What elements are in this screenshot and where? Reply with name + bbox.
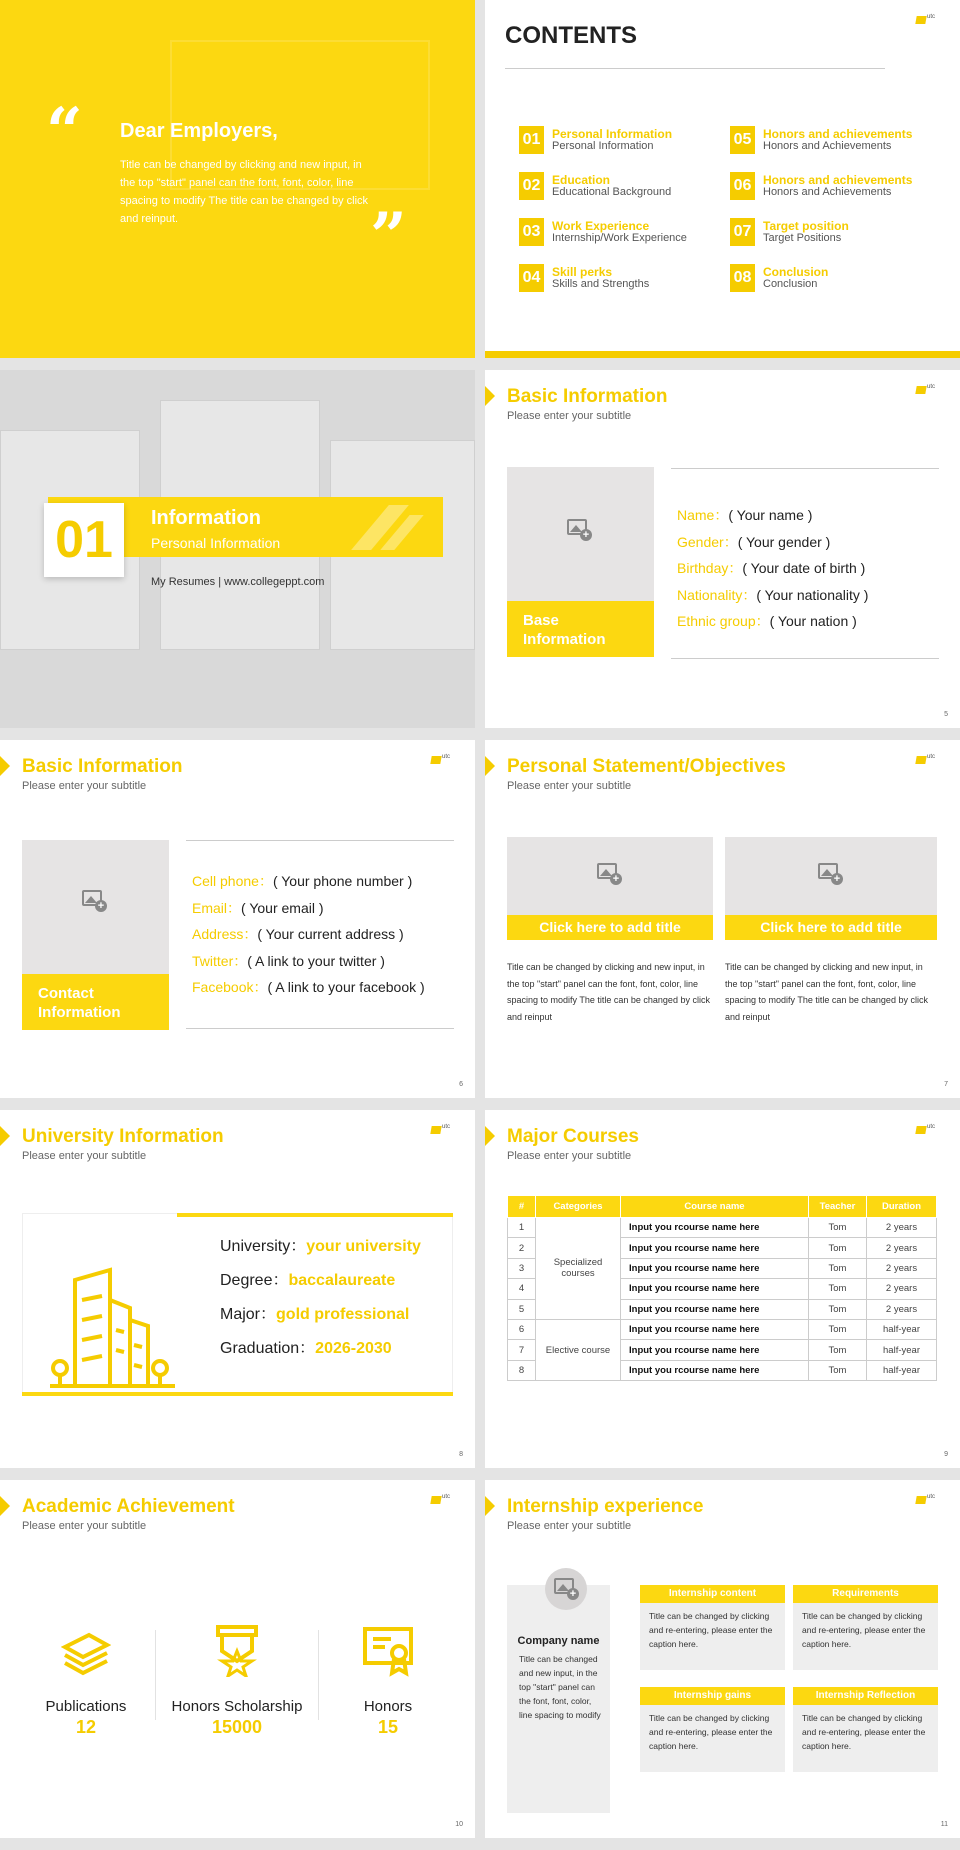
achievement-label: Publications bbox=[45, 1698, 127, 1715]
slide-internship-experience[interactable] bbox=[485, 1480, 960, 1838]
contents-item-subtitle: Educational Background bbox=[552, 186, 672, 198]
course-name-cell: Input you rcourse name here bbox=[621, 1360, 809, 1380]
slide-title: Basic Information bbox=[22, 756, 183, 777]
logo: utc bbox=[916, 384, 946, 398]
field-label: Major： bbox=[220, 1306, 277, 1323]
divider bbox=[671, 658, 939, 659]
logo: utc bbox=[916, 14, 946, 28]
column-header: Duration bbox=[867, 1196, 937, 1218]
field-label: Degree： bbox=[220, 1272, 289, 1289]
company-text: Title can be changed and new input, in the top "start" panel can the font, font, color, line spacing to modify bbox=[519, 1654, 601, 1720]
slide-dear-employers[interactable] bbox=[0, 0, 475, 358]
title-arrow-icon bbox=[485, 1126, 495, 1146]
field-value: ( Your nation ) bbox=[769, 613, 857, 629]
contents-number: 02 bbox=[519, 172, 544, 200]
company-image-placeholder[interactable] bbox=[545, 1568, 587, 1610]
row-number: 4 bbox=[508, 1279, 536, 1299]
row-number: 3 bbox=[508, 1258, 536, 1278]
image-add-icon: + bbox=[554, 1578, 580, 1600]
slide-subtitle: Please enter your subtitle bbox=[507, 1520, 632, 1532]
add-title-button[interactable]: Click here to add title bbox=[507, 915, 713, 940]
internship-gains-box: Internship gains Title can be changed by clicking and re-entering, please enter the caption here. bbox=[640, 1687, 785, 1772]
achievement-publications bbox=[16, 1625, 156, 1738]
contents-item-title: Honors and achievements bbox=[763, 127, 913, 141]
title-arrow-icon bbox=[485, 386, 495, 406]
slide-title: Personal Statement/Objectives bbox=[507, 756, 786, 777]
teacher-cell: Tom bbox=[809, 1279, 867, 1299]
contents-item-subtitle: Honors and Achievements bbox=[763, 140, 892, 152]
slide-contact-information[interactable] bbox=[0, 740, 475, 1098]
page-number: 11 bbox=[940, 1821, 948, 1828]
field-label: Gender： bbox=[677, 533, 738, 550]
achievement-honors bbox=[318, 1625, 458, 1738]
field-value: ( Your current address ) bbox=[257, 926, 404, 942]
contents-item-title: Skill perks bbox=[552, 265, 613, 279]
field-label: Name： bbox=[677, 507, 729, 523]
course-name-cell: Input you rcourse name here bbox=[621, 1279, 809, 1299]
page-number: 7 bbox=[944, 1081, 948, 1088]
section-title: Information bbox=[151, 507, 261, 529]
contents-item[interactable] bbox=[519, 264, 719, 292]
duration-cell: 2 years bbox=[867, 1218, 937, 1238]
duration-cell: 2 years bbox=[867, 1279, 937, 1299]
slide-contents[interactable] bbox=[485, 0, 960, 358]
course-name-cell: Input you rcourse name here bbox=[621, 1258, 809, 1278]
contents-item-title: Education bbox=[552, 173, 611, 187]
contents-item-subtitle: Target Positions bbox=[763, 232, 842, 244]
close-quote-icon: ” bbox=[370, 199, 407, 274]
field-label: Twitter： bbox=[192, 952, 248, 969]
contents-number: 05 bbox=[730, 126, 755, 154]
field-value: ( Your name ) bbox=[728, 507, 813, 523]
field-value: your university bbox=[306, 1238, 421, 1255]
slide-title: Academic Achievement bbox=[22, 1496, 235, 1517]
field-label: Birthday： bbox=[677, 560, 743, 576]
building-icon bbox=[50, 1260, 180, 1390]
contents-number: 04 bbox=[519, 264, 544, 292]
row-number: 7 bbox=[508, 1340, 536, 1360]
info-field bbox=[192, 924, 404, 944]
row-number: 1 bbox=[508, 1218, 536, 1238]
contents-number: 01 bbox=[519, 126, 544, 154]
teacher-cell: Tom bbox=[809, 1258, 867, 1278]
field-label: Nationality： bbox=[677, 586, 757, 603]
contents-title: CONTENTS bbox=[505, 22, 637, 49]
contents-number: 06 bbox=[730, 172, 755, 200]
course-name-cell: Input you rcourse name here bbox=[621, 1218, 809, 1238]
slide-title: Dear Employers, bbox=[120, 120, 278, 142]
image-placeholder[interactable] bbox=[507, 837, 713, 915]
contents-item[interactable] bbox=[519, 218, 719, 246]
add-title-button[interactable]: Click here to add title bbox=[725, 915, 937, 940]
category-cell: Specialized courses bbox=[536, 1218, 621, 1320]
achievement-label: Honors Scholarship bbox=[171, 1698, 303, 1715]
page-number: 10 bbox=[455, 1821, 463, 1828]
contents-item-subtitle: Internship/Work Experience bbox=[552, 232, 687, 244]
image-placeholder[interactable] bbox=[22, 840, 169, 1030]
contents-item[interactable] bbox=[519, 172, 719, 200]
company-name: Company name bbox=[517, 1635, 600, 1647]
teacher-cell: Tom bbox=[809, 1218, 867, 1238]
field-value: ( A link to your facebook ) bbox=[267, 979, 425, 995]
column-header: Categories bbox=[536, 1196, 621, 1218]
contents-item-subtitle: Honors and Achievements bbox=[763, 186, 892, 198]
page-number: 8 bbox=[459, 1451, 463, 1458]
contents-number: 03 bbox=[519, 218, 544, 246]
info-field bbox=[677, 585, 868, 605]
medal-icon bbox=[212, 1625, 262, 1677]
slide-personal-statement[interactable] bbox=[485, 740, 960, 1098]
duration-cell: 2 years bbox=[867, 1238, 937, 1258]
course-name-cell: Input you rcourse name here bbox=[621, 1319, 809, 1339]
course-name-cell: Input you rcourse name here bbox=[621, 1238, 809, 1258]
image-add-icon: + bbox=[818, 863, 844, 885]
category-cell: Elective course bbox=[536, 1319, 621, 1380]
field-value: 2026-2030 bbox=[315, 1340, 392, 1357]
field-value: ( Your phone number ) bbox=[272, 873, 413, 889]
books-icon bbox=[61, 1625, 111, 1677]
section-subtitle: Personal Information bbox=[151, 535, 281, 551]
slide-subtitle: Please enter your subtitle bbox=[507, 1150, 632, 1162]
duration-cell: half-year bbox=[867, 1360, 937, 1380]
contents-item-title: Personal Information bbox=[552, 127, 673, 141]
image-add-icon: + bbox=[597, 863, 623, 885]
university-field bbox=[220, 1335, 392, 1358]
divider bbox=[505, 68, 885, 69]
contents-number: 07 bbox=[730, 218, 755, 246]
divider bbox=[186, 1028, 454, 1029]
divider bbox=[155, 1630, 156, 1720]
slide-subtitle: Please enter your subtitle bbox=[507, 410, 632, 422]
logo: utc bbox=[431, 1494, 461, 1508]
field-label: Graduation： bbox=[220, 1340, 316, 1357]
logo: utc bbox=[916, 754, 946, 768]
achievement-value: 12 bbox=[75, 1717, 97, 1737]
slide-subtitle: Please enter your subtitle bbox=[507, 780, 632, 792]
contents-item[interactable] bbox=[730, 264, 930, 292]
row-number: 2 bbox=[508, 1238, 536, 1258]
row-number: 5 bbox=[508, 1299, 536, 1319]
image-add-icon: + bbox=[567, 519, 593, 541]
contents-item[interactable] bbox=[730, 218, 930, 246]
card-label: Contact Information bbox=[22, 974, 169, 1030]
university-field bbox=[220, 1301, 409, 1324]
page-number: 6 bbox=[459, 1081, 463, 1088]
field-value: gold professional bbox=[276, 1306, 410, 1323]
title-arrow-icon bbox=[0, 1126, 10, 1146]
duration-cell: half-year bbox=[867, 1319, 937, 1339]
achievement-value: 15 bbox=[377, 1717, 399, 1737]
logo: utc bbox=[916, 1494, 946, 1508]
contents-item[interactable] bbox=[730, 172, 930, 200]
course-name-cell: Input you rcourse name here bbox=[621, 1299, 809, 1319]
slide-university-information[interactable] bbox=[0, 1110, 475, 1468]
title-arrow-icon bbox=[485, 1496, 495, 1516]
field-value: ( Your date of birth ) bbox=[742, 560, 866, 576]
field-label: Facebook： bbox=[192, 979, 268, 995]
teacher-cell: Tom bbox=[809, 1238, 867, 1258]
table-row bbox=[508, 1319, 937, 1339]
slide-body: Title can be changed by clicking and new input, in the top "start" panel can the font, font, color, line spacing to modify The title can be changed by click and reinput. bbox=[120, 159, 369, 225]
slide-subtitle: Please enter your subtitle bbox=[22, 780, 147, 792]
image-placeholder[interactable] bbox=[507, 467, 654, 657]
divider bbox=[671, 468, 939, 469]
teacher-cell: Tom bbox=[809, 1360, 867, 1380]
accent-bar bbox=[177, 1213, 453, 1217]
accent-bar bbox=[22, 1392, 453, 1396]
field-value: ( Your email ) bbox=[241, 899, 324, 916]
university-field bbox=[220, 1233, 421, 1256]
card-label: Base Information bbox=[507, 601, 654, 657]
slide-subtitle: Please enter your subtitle bbox=[22, 1520, 147, 1532]
contents-item-title: Honors and achievements bbox=[763, 173, 913, 187]
contents-item[interactable] bbox=[730, 126, 930, 154]
field-label: University： bbox=[220, 1238, 307, 1255]
field-value: ( Your gender ) bbox=[737, 533, 831, 550]
achievement-value: 15000 bbox=[211, 1717, 263, 1737]
page-number: 9 bbox=[944, 1451, 948, 1458]
courses-table bbox=[507, 1195, 937, 1381]
info-field bbox=[192, 951, 385, 971]
image-add-icon: + bbox=[82, 890, 108, 912]
card-text: Title can be changed by clicking and new input, in the top "start" panel can the font, font, color, line spacing to modify The title can be changed by click and reinput bbox=[725, 962, 928, 1022]
table-row bbox=[508, 1218, 937, 1238]
course-name-cell: Input you rcourse name here bbox=[621, 1340, 809, 1360]
achievement-scholarship bbox=[167, 1625, 307, 1738]
contents-item-title: Work Experience bbox=[552, 219, 650, 233]
slide-title: Basic Information bbox=[507, 386, 668, 407]
contents-item-subtitle: Personal Information bbox=[552, 140, 654, 152]
field-value: baccalaureate bbox=[288, 1272, 396, 1289]
logo: utc bbox=[916, 1124, 946, 1138]
certificate-icon bbox=[363, 1625, 413, 1677]
internship-reflection-box: Internship Reflection Title can be changed by clicking and re-entering, please enter the caption here. bbox=[793, 1687, 938, 1772]
slide-title: Major Courses bbox=[507, 1126, 639, 1147]
title-arrow-icon bbox=[0, 756, 10, 776]
info-field bbox=[677, 558, 865, 578]
slide-academic-achievement[interactable] bbox=[0, 1480, 475, 1838]
field-label: Email： bbox=[192, 899, 242, 916]
contents-item-title: Conclusion bbox=[763, 265, 829, 279]
info-field bbox=[192, 977, 425, 997]
slide-major-courses[interactable] bbox=[485, 1110, 960, 1468]
field-value: ( A link to your twitter ) bbox=[247, 952, 385, 969]
bottom-bar bbox=[485, 351, 960, 358]
open-quote-icon: “ bbox=[46, 94, 83, 169]
page-number: 5 bbox=[944, 711, 948, 718]
row-number: 8 bbox=[508, 1360, 536, 1380]
field-label: Address： bbox=[192, 926, 258, 942]
info-field bbox=[677, 532, 830, 552]
internship-content-box: Internship content Title can be changed by clicking and re-entering, please enter the caption here. bbox=[640, 1585, 785, 1670]
card-text: Title can be changed by clicking and new input, in the top "start" panel can the font, font, color, line spacing to modify The title can be changed by click and reinput bbox=[507, 962, 710, 1022]
section-number: 01 bbox=[55, 511, 113, 569]
logo: utc bbox=[431, 754, 461, 768]
info-field bbox=[192, 898, 324, 918]
info-field bbox=[677, 505, 812, 525]
contents-item-title: Target position bbox=[763, 219, 849, 233]
teacher-cell: Tom bbox=[809, 1299, 867, 1319]
contents-item[interactable] bbox=[519, 126, 719, 154]
teacher-cell: Tom bbox=[809, 1340, 867, 1360]
slide-title: University Information bbox=[22, 1126, 224, 1147]
divider bbox=[186, 840, 454, 841]
slide-subtitle: Please enter your subtitle bbox=[22, 1150, 147, 1162]
field-label: Ethnic group： bbox=[677, 613, 770, 629]
info-field bbox=[677, 611, 857, 631]
slide-section-01[interactable] bbox=[0, 370, 475, 728]
contents-item-subtitle: Skills and Strengths bbox=[552, 278, 650, 290]
field-label: Cell phone： bbox=[192, 873, 273, 889]
image-placeholder[interactable] bbox=[725, 837, 937, 915]
achievement-label: Honors bbox=[363, 1698, 413, 1715]
contents-item-subtitle: Conclusion bbox=[763, 278, 818, 290]
column-header: Teacher bbox=[809, 1196, 867, 1218]
title-arrow-icon bbox=[0, 1496, 10, 1516]
slide-title: Internship experience bbox=[507, 1496, 704, 1517]
info-field bbox=[192, 871, 412, 891]
column-header: # bbox=[508, 1196, 536, 1218]
title-arrow-icon bbox=[485, 756, 495, 776]
column-header: Course name bbox=[621, 1196, 809, 1218]
row-number: 6 bbox=[508, 1319, 536, 1339]
contents-number: 08 bbox=[730, 264, 755, 292]
university-field bbox=[220, 1267, 395, 1290]
requirements-box: Requirements Title can be changed by clicking and re-entering, please enter the caption here. bbox=[793, 1585, 938, 1670]
teacher-cell: Tom bbox=[809, 1319, 867, 1339]
section-number-box bbox=[44, 503, 124, 577]
logo: utc bbox=[431, 1124, 461, 1138]
duration-cell: 2 years bbox=[867, 1299, 937, 1319]
slide-basic-information[interactable] bbox=[485, 370, 960, 728]
field-value: ( Your nationality ) bbox=[756, 586, 869, 603]
section-footer: My Resumes | www.collegeppt.com bbox=[151, 576, 325, 588]
duration-cell: 2 years bbox=[867, 1258, 937, 1278]
duration-cell: half-year bbox=[867, 1340, 937, 1360]
